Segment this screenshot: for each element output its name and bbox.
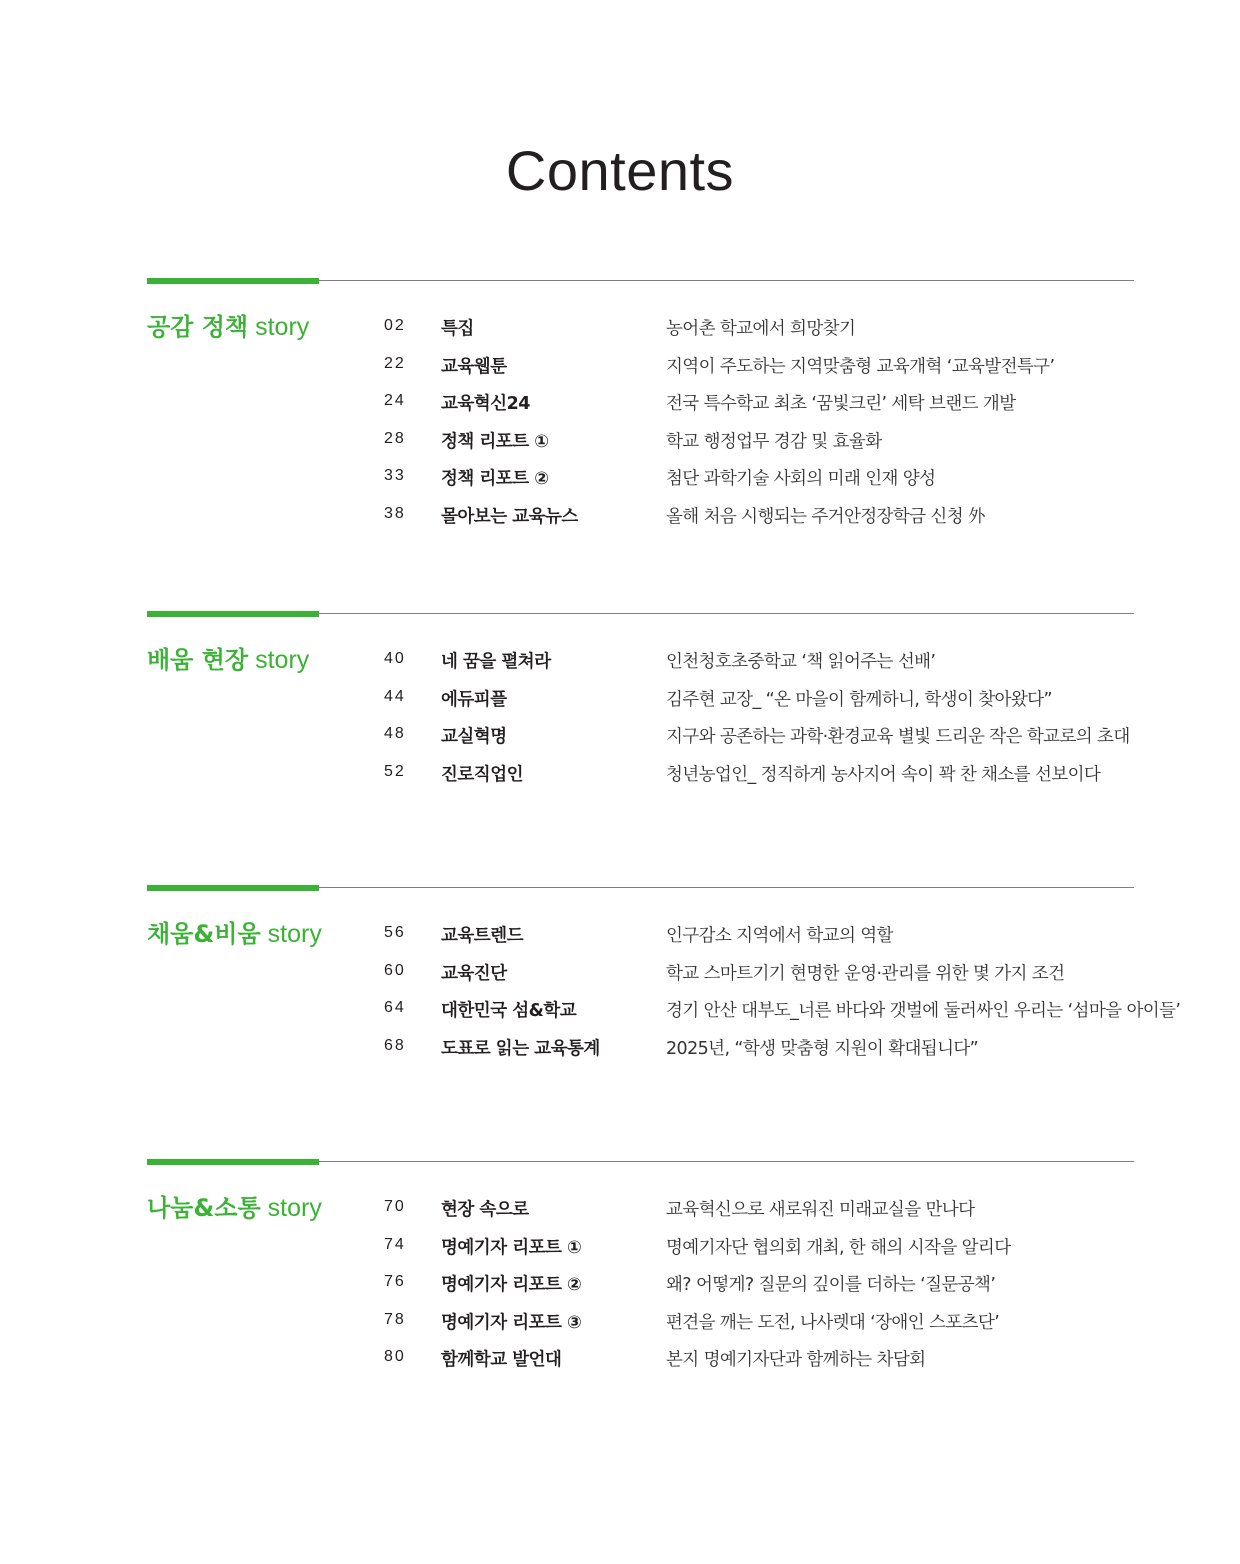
entry-category: 함께학교 발언대 — [441, 1350, 562, 1370]
section-divider — [147, 885, 1134, 892]
toc-list — [147, 1196, 1134, 1384]
entry-description: 첨단 과학기술 사회의 미래 인재 양성 — [666, 469, 936, 489]
entry-category: 명예기자 리포트 ② — [441, 1275, 582, 1295]
toc-section-1 — [147, 278, 1134, 527]
page-number: 78 — [384, 1310, 406, 1328]
entry-description: 인천청호초중학교 ‘책 읽어주는 선배’ — [666, 652, 936, 672]
entry-category: 대한민국 섬&학교 — [441, 1001, 577, 1021]
toc-entry[interactable] — [147, 1196, 1134, 1234]
toc-entry[interactable] — [147, 353, 1134, 391]
section-name: 공감 정책 — [147, 313, 249, 341]
toc-section-2 — [147, 611, 1134, 785]
entry-category: 교육웹툰 — [441, 356, 507, 377]
toc-entry[interactable] — [147, 1234, 1134, 1272]
entry-description: 본지 명예기자단과 함께하는 차담회 — [666, 1350, 926, 1370]
entry-description: 학교 스마트기기 현명한 운영·관리를 위한 몇 가지 조건 — [666, 963, 1065, 984]
entry-description: 인구감소 지역에서 학교의 역할 — [666, 926, 893, 946]
toc-entry[interactable] — [147, 997, 1181, 1035]
entry-category: 몰아보는 교육뉴스 — [441, 506, 578, 527]
page-number: 74 — [384, 1235, 406, 1253]
entry-category: 네 꿈을 펼쳐라 — [441, 652, 551, 672]
toc-entry[interactable] — [147, 315, 1134, 353]
section-suffix: story — [255, 646, 310, 674]
page-number: 60 — [384, 961, 406, 979]
entry-description: 김주현 교장_ “온 마을이 함께하니, 학생이 찾아왔다” — [666, 689, 1052, 710]
entry-description: 편견을 깨는 도전, 나사렛대 ‘장애인 스포츠단’ — [666, 1312, 1000, 1333]
section-suffix: story — [267, 1194, 322, 1222]
toc-entry[interactable] — [147, 428, 1134, 466]
toc-entry[interactable] — [147, 1035, 1134, 1073]
section-suffix: story — [255, 313, 310, 341]
page-number: 40 — [384, 650, 406, 667]
toc-section-4 — [147, 1159, 1134, 1370]
page-number: 22 — [384, 354, 406, 372]
toc-entry[interactable] — [147, 761, 1134, 799]
entry-description: 2025년, “학생 맞춤형 지원이 확대됩니다” — [666, 1038, 979, 1059]
toc-entry[interactable] — [147, 1271, 1134, 1309]
entry-category: 교육트렌드 — [441, 926, 524, 946]
page-number: 44 — [384, 687, 406, 705]
page-number: 38 — [384, 504, 406, 522]
section-name: 나눔&소통 — [147, 1194, 261, 1222]
page-number: 80 — [384, 1348, 406, 1365]
entry-description: 청년농업인_ 정직하게 농사지어 속이 꽉 찬 채소를 선보이다 — [666, 764, 1101, 785]
page-number: 48 — [384, 725, 406, 742]
entry-category: 진로직업인 — [441, 764, 524, 785]
entry-category: 현장 속으로 — [441, 1200, 529, 1220]
toc-entry[interactable] — [147, 1309, 1134, 1347]
section-divider — [147, 278, 1134, 285]
entry-description: 왜? 어떻게? 질문의 깊이를 더하는 ‘질문공책’ — [666, 1275, 996, 1295]
entry-category: 정책 리포트 ② — [441, 469, 549, 489]
page-number: 76 — [384, 1273, 406, 1290]
page-number: 52 — [384, 762, 406, 780]
entry-description: 농어촌 학교에서 희망찾기 — [666, 319, 856, 339]
page-number: 28 — [384, 429, 406, 447]
entry-category: 정책 리포트 ① — [441, 431, 549, 452]
page-title: Contents — [505, 139, 735, 202]
section-name: 배움 현장 — [147, 646, 249, 674]
divider-accent — [147, 1159, 319, 1165]
toc-entry[interactable] — [147, 465, 1134, 503]
page-number: 33 — [384, 467, 406, 484]
page-number: 70 — [384, 1198, 406, 1215]
toc-entry[interactable] — [147, 1346, 1134, 1384]
toc-entry[interactable] — [147, 503, 1134, 541]
toc-entry[interactable] — [147, 723, 1134, 761]
entry-description: 올해 처음 시행되는 주거안정장학금 신청 外 — [666, 506, 985, 527]
toc-list — [147, 315, 1134, 540]
toc-entry[interactable] — [147, 960, 1134, 998]
entry-description: 명예기자단 협의회 개최, 한 해의 시작을 알리다 — [666, 1237, 1011, 1258]
entry-category: 명예기자 리포트 ① — [441, 1237, 582, 1258]
entry-category: 교실혁명 — [441, 727, 507, 747]
entry-description: 경기 안산 대부도_너른 바다와 갯벌에 둘러싸인 우리는 ‘섬마을 아이들’ — [666, 1001, 1181, 1021]
section-suffix: story — [267, 920, 322, 948]
entry-description: 학교 행정업무 경감 및 효율화 — [666, 431, 882, 452]
entry-category: 특집 — [441, 319, 474, 339]
toc-list — [147, 648, 1134, 798]
page-number: 64 — [384, 999, 406, 1016]
divider-accent — [147, 885, 319, 891]
divider-accent — [147, 278, 319, 284]
section-name: 채움&비움 — [147, 920, 261, 948]
entry-category: 교육혁신24 — [441, 394, 530, 414]
entry-description: 지구와 공존하는 과학·환경교육 별빛 드리운 작은 학교로의 초대 — [666, 727, 1130, 747]
section-divider — [147, 1159, 1134, 1166]
page-number: 68 — [384, 1036, 406, 1054]
toc-entry[interactable] — [147, 922, 1134, 960]
entry-category: 명예기자 리포트 ③ — [441, 1312, 582, 1333]
page-number: 02 — [384, 317, 406, 334]
section-divider — [147, 611, 1134, 618]
entry-category: 에듀피플 — [441, 689, 507, 710]
entry-description: 지역이 주도하는 지역맞춤형 교육개혁 ‘교육발전특구’ — [666, 356, 1055, 377]
toc-list — [147, 922, 1181, 1072]
entry-description: 전국 특수학교 최초 ‘꿈빛크린’ 세탁 브랜드 개발 — [666, 394, 1016, 414]
page-number: 56 — [384, 924, 406, 941]
page-number: 24 — [384, 392, 406, 409]
toc-section-3 — [147, 885, 1181, 1059]
entry-category: 교육진단 — [441, 963, 507, 984]
entry-description: 교육혁신으로 새로워진 미래교실을 만나다 — [666, 1200, 975, 1220]
toc-entry[interactable] — [147, 686, 1134, 724]
toc-entry[interactable] — [147, 390, 1134, 428]
toc-entry[interactable] — [147, 648, 1134, 686]
entry-category: 도표로 읽는 교육통계 — [441, 1038, 600, 1059]
divider-accent — [147, 611, 319, 617]
